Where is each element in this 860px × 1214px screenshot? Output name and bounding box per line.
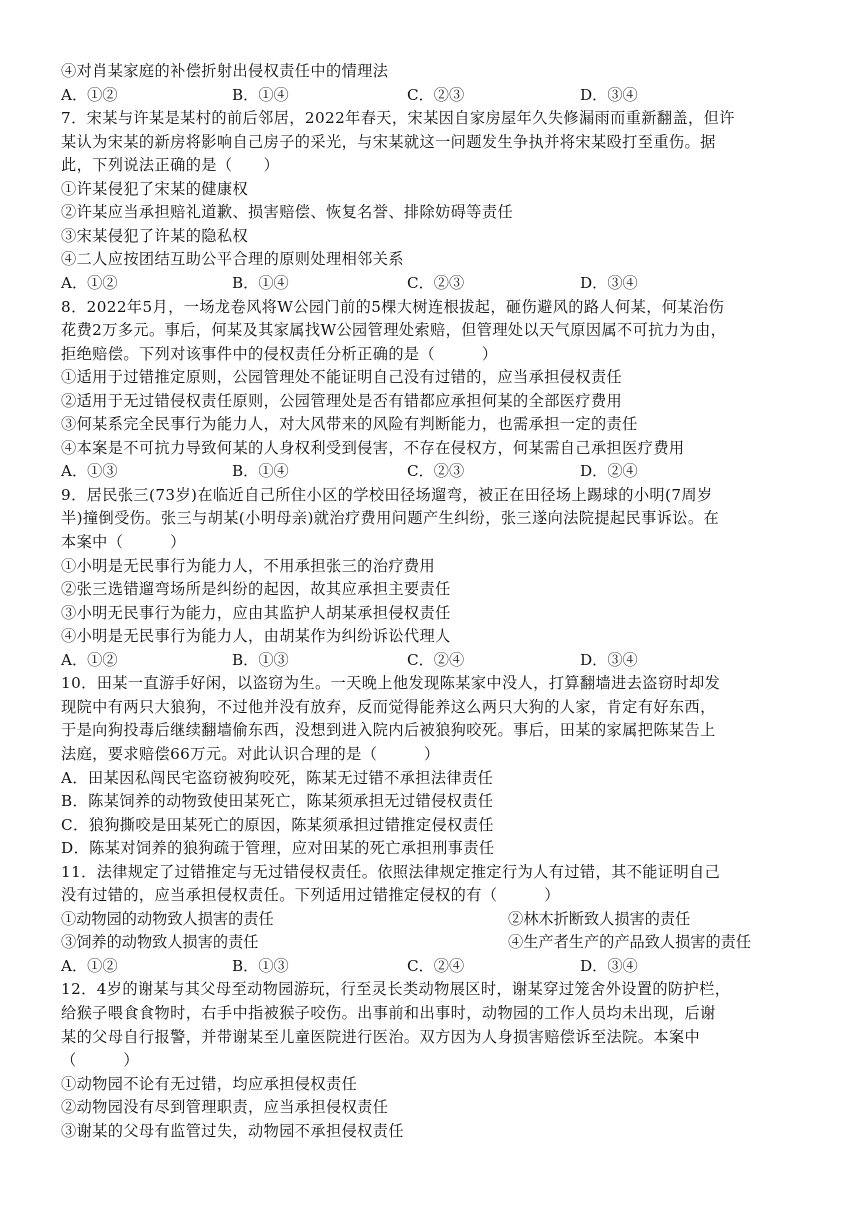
text-line: 现院中有两只大狼狗，不过他并没有放弃，反而觉得能养这么两只大狗的人家，肯定有好东西， xyxy=(61,697,716,716)
text-line: 于是向狗投毒后继续翻墙偷东西，没想到进入院内后被狼狗咬死。事后，田某的家属把陈某告上 xyxy=(61,721,716,740)
answer-option: A．①③ xyxy=(61,462,118,481)
text-line: 10．田某一直游手好闲，以盗窃为生。一天晚上他发现陈某家中没人，打算翻墙进去盗窃时却发 xyxy=(61,674,721,693)
text-line: ③宋某侵犯了许某的隐私权 xyxy=(61,226,249,245)
text-line: 拒绝赔偿。下列对该事件中的侵权责任分析正确的是（ ） xyxy=(61,344,498,363)
text-line: B．陈某饲养的动物致使田某死亡，陈某须承担无过错侵权责任 xyxy=(61,792,494,811)
answer-option: C．②③ xyxy=(407,462,465,481)
text-line: 法庭，要求赔偿66万元。对此认识合理的是（ ） xyxy=(61,744,440,763)
answer-option: B．①④ xyxy=(232,85,289,104)
text-line: A．田某因私闯民宅盗窃被狗咬死，陈某无过错不承担法律责任 xyxy=(61,768,494,787)
text-line: （ ） xyxy=(61,1051,139,1070)
text-line: ②许某应当承担赔礼道歉、损害赔偿、恢复名誉、排除妨碍等责任 xyxy=(61,203,514,222)
text-line: 8．2022年5月，一场龙卷风将W公园门前的5棵大树连根拔起，砸伤避风的路人何某，何某治伤 xyxy=(61,297,725,316)
text-line: 11．法律规定了过错推定与无过错侵权责任。依照法律规定推定行为人有过错，其不能证明自己 xyxy=(61,862,721,881)
answer-option: C．②④ xyxy=(407,956,465,975)
statement-option: ③饲养的动物致人损害的责任 xyxy=(61,933,259,952)
text-line: ①动物园不论有无过错，均应承担侵权责任 xyxy=(61,1074,358,1093)
answer-option: C．②③ xyxy=(407,273,465,292)
text-line: ④对肖某家庭的补偿折射出侵权责任中的情理法 xyxy=(61,62,389,80)
text-line: 9．居民张三(73岁)在临近自己所住小区的学校田径场遛弯，被正在田径场上踢球的小明(7周岁 xyxy=(61,485,713,504)
text-line: 某的父母自行报警，并带谢某至儿童医院进行医治。双方因为人身损害赔偿诉至法院。本案中 xyxy=(61,1027,701,1046)
answer-option: D．③④ xyxy=(580,956,638,975)
answer-option: A．①② xyxy=(61,85,118,104)
text-line: ①许某侵犯了宋某的健康权 xyxy=(61,179,249,198)
text-line: ①适用于过错推定原则，公园管理处不能证明自己没有过错的，应当承担侵权责任 xyxy=(61,368,623,387)
answer-option: D．③④ xyxy=(580,273,638,292)
answer-option: B．①③ xyxy=(232,650,289,669)
text-line: ③谢某的父母有监管过失，动物园不承担侵权责任 xyxy=(61,1121,404,1140)
answer-option: D．②④ xyxy=(580,462,638,481)
text-line: ③小明无民事行为能力，应由其监护人胡某承担侵权责任 xyxy=(61,603,451,622)
text-line: 半)撞倒受伤。张三与胡某(小明母亲)就治疗费用问题产生纠纷，张三遂向法院提起民事诉讼。在 xyxy=(61,509,720,528)
text-line: C．狼狗撕咬是田某死亡的原因，陈某须承担过错推定侵权责任 xyxy=(61,815,494,834)
answer-option: D．③④ xyxy=(580,85,638,104)
text-line: 给猴子喂食食物时，右手中指被猴子咬伤。出事前和出事时，动物园的工作人员均未出现，后谢 xyxy=(61,1004,716,1022)
answer-option: B．①③ xyxy=(232,956,289,975)
answer-option: D．③④ xyxy=(580,650,638,669)
text-line: ④小明是无民事行为能力人，由胡某作为纠纷诉讼代理人 xyxy=(61,627,451,646)
answer-option: A．①② xyxy=(61,956,118,975)
answer-option: B．①④ xyxy=(232,273,289,292)
text-line: ④二人应按团结互助公平合理的原则处理相邻关系 xyxy=(61,250,404,269)
text-line: 此，下列说法正确的是（ ） xyxy=(61,156,280,175)
statement-option: ①动物园的动物致人损害的责任 xyxy=(61,909,274,928)
answer-option: A．①② xyxy=(61,650,118,669)
text-line: D．陈某对饲养的狼狗疏于管理，应对田某的死亡承担刑事责任 xyxy=(61,839,495,858)
text-line: 7．宋某与许某是某村的前后邻居，2022年春天，宋某因自家房屋年久失修漏雨而重新翻盖，但许 xyxy=(61,109,735,128)
text-line: 本案中（ ） xyxy=(61,533,186,551)
text-line: 12．4岁的谢某与其父母至动物园游玩，行至灵长类动物展区时，谢某穿过笼舍外设置的防护栏， xyxy=(61,980,731,999)
text-line: ②张三选错遛弯场所是纠纷的起因，故其应承担主要责任 xyxy=(61,580,451,599)
answer-option: B．①④ xyxy=(232,462,289,481)
answer-option: C．②③ xyxy=(407,85,465,104)
text-line: ④本案是不可抗力导致何某的人身权利受到侵害，不存在侵权方，何某需自己承担医疗费用 xyxy=(61,438,685,457)
text-line: 没有过错的，应当承担侵权责任。下列适用过错推定侵权的有（ ） xyxy=(61,886,560,905)
statement-option: ④生产者生产的产品致人损害的责任 xyxy=(508,933,751,952)
text-line: 花费2万多元。事后，何某及其家属找W公园管理处索赔，但管理处以天气原因属不可抗力为由， xyxy=(61,321,727,340)
answer-option: A．①② xyxy=(61,273,118,292)
answer-option: C．②④ xyxy=(407,650,465,669)
text-line: ②适用于无过错侵权责任原则，公园管理处是否有错都应承担何某的全部医疗费用 xyxy=(61,391,623,410)
statement-option: ②林木折断致人损害的责任 xyxy=(508,909,691,928)
text-line: ③何某系完全民事行为能力人，对大风带来的风险有判断能力，也需承担一定的责任 xyxy=(61,415,638,434)
text-line: 某认为宋某的新房将影响自己房子的采光，与宋某就这一问题发生争执并将宋某殴打至重伤。据 xyxy=(61,132,716,151)
text-line: ①小明是无民事行为能力人，不用承担张三的治疗费用 xyxy=(61,556,436,575)
text-line: ②动物园没有尽到管理职责，应当承担侵权责任 xyxy=(61,1098,389,1117)
